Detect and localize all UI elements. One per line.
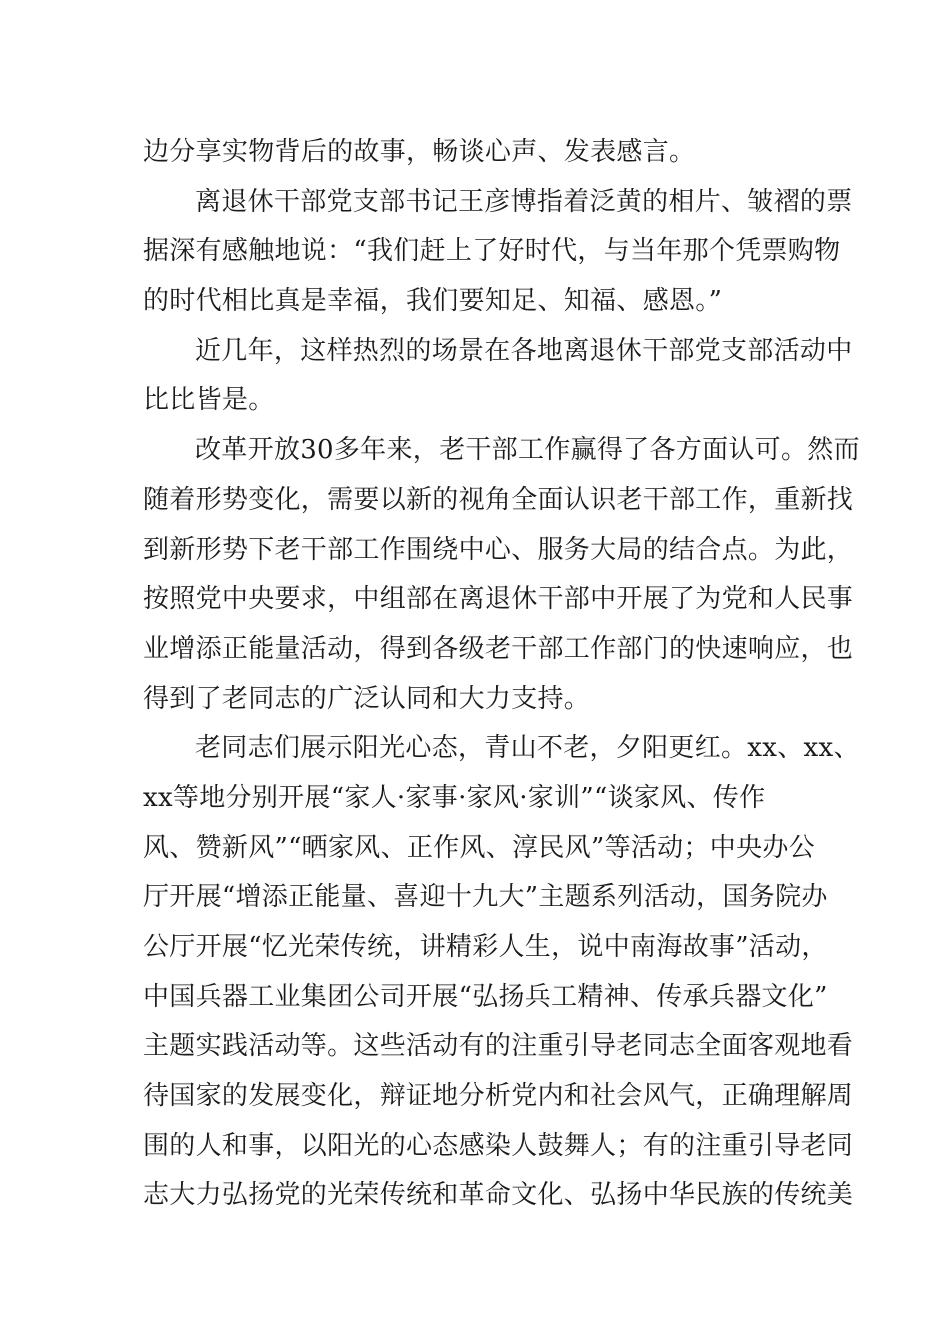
text-line: 主题实践活动等。这些活动有的注重引导老同志全面客观地看: [143, 1031, 854, 1062]
text-line: 风、赞新风”“晒家风、正作风、淳民风”等活动；中央办公: [143, 832, 815, 863]
paragraph-first-line: 老同志们展示阳光心态，青山不老，夕阳更红。xx、xx、: [195, 733, 860, 764]
text-line: 据深有感触地说：“我们赶上了好时代，与当年那个凭票购物: [143, 236, 841, 267]
text-line: 边分享实物背后的故事，畅谈心声、发表感言。: [143, 137, 696, 167]
text-line: 得到了老同志的广泛认同和大力支持。: [143, 683, 591, 714]
text-line: xx等地分别开展“家人·家事·家风·家训”“谈家风、传作: [143, 782, 766, 813]
paragraph-first-line: 近几年，这样热烈的场景在各地离退休干部党支部活动中: [195, 335, 853, 366]
body-text: [143, 128, 860, 1221]
text-line: 围的人和事，以阳光的心态感染人鼓舞人；有的注重引导老同: [143, 1130, 854, 1161]
text-line: 待国家的发展变化，辩证地分析党内和社会风气，正确理解周: [143, 1081, 854, 1112]
text-line: 厅开展“增添正能量、喜迎十九大”主题系列活动，国务院办: [143, 882, 828, 913]
text-line: 业增添正能量活动，得到各级老干部工作部门的快速响应，也: [143, 633, 854, 664]
text-line: 公厅开展“忆光荣传统，讲精彩人生，说中南海故事”活动，: [143, 932, 828, 962]
paragraph-first-line: 改革开放30多年来，老干部工作赢得了各方面认可。然而: [195, 435, 860, 466]
text-line: 中国兵器工业集团公司开展“弘扬兵工精神、传承兵器文化”: [143, 981, 828, 1012]
text-line: 按照党中央要求，中组部在离退休干部中开展了为党和人民事: [143, 584, 854, 615]
text-line: 的时代相比真是幸福，我们要知足、知福、感恩。”: [143, 286, 723, 317]
text-line: 到新形势下老干部工作围绕中心、服务大局的结合点。为此，: [143, 534, 854, 565]
text-line: 比比皆是。: [143, 385, 275, 416]
paragraph-first-line: 离退休干部党支部书记王彦博指着泛黄的相片、皱褶的票: [195, 186, 853, 217]
text-line: 志大力弘扬党的光荣传统和革命文化、弘扬中华民族的传统美: [143, 1180, 854, 1211]
text-line: 随着形势变化，需要以新的视角全面认识老干部工作，重新找: [143, 484, 854, 515]
